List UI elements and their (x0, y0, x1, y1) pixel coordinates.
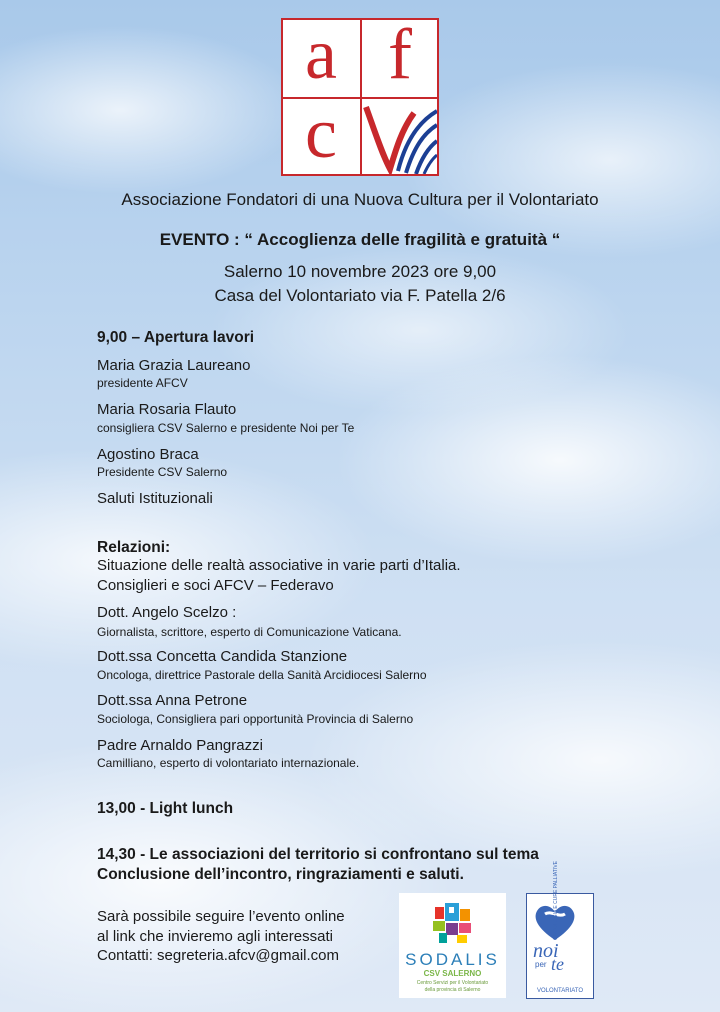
logo-letter-a: a (305, 14, 337, 94)
afternoon-heading: 14,30 - Le associazioni del territorio si confrontano sul tema (97, 846, 539, 863)
speaker-role: Giornalista, scrittore, esperto di Comunicazione Vaticana. (97, 625, 402, 639)
reports-heading: Relazioni: (97, 539, 171, 556)
afternoon-conclusion: Conclusione dell’incontro, ringraziamenti e saluti. (97, 866, 464, 883)
speaker-name: Dott.ssa Concetta Candida Stanzione (97, 648, 348, 665)
speaker-role: Oncologa, direttrice Pastorale della Sanità Arcidiocesi Salerno (97, 668, 427, 682)
lunch-heading: 13,00 - Light lunch (97, 800, 234, 817)
noi-per-te-logo (526, 860, 594, 999)
speaker-name: Dott. Angelo Scelzo : (97, 604, 237, 621)
logo-letter-f: f (388, 14, 412, 94)
speaker-name: Maria Rosaria Flauto (97, 401, 237, 418)
sodalis-caption: della provincia di Salerno (424, 987, 481, 993)
afcv-logo (281, 14, 439, 176)
speaker-role: consigliera CSV Salerno e presidente Noi per Te (97, 421, 355, 435)
speaker-name: Maria Grazia Laureano (97, 357, 251, 374)
speaker-role: Presidente CSV Salerno (97, 465, 228, 479)
event-title: EVENTO : “ Accoglienza delle fragilità e gratuità “ (159, 230, 561, 249)
per-mark: per (535, 960, 547, 969)
contacts-email: Contatti: segreteria.afcv@gmail.com (97, 947, 339, 964)
sodalis-caption: Centro Servizi per il Volontariato (416, 980, 489, 986)
speaker-name: Agostino Braca (97, 446, 199, 463)
logo-letter-c: c (305, 93, 337, 173)
reports-intro: Consiglieri e soci AFCV – Federavo (97, 577, 334, 594)
institutional-greetings: Saluti Istituzionali (97, 490, 213, 507)
event-place: Casa del Volontariato via F. Patella 2/6 (214, 286, 506, 305)
noi-bottom-text: VOLONTARIATO (536, 988, 583, 994)
reports-intro: Situazione delle realtà associative in varie parti d’Italia. (97, 557, 461, 574)
association-name: Associazione Fondatori di una Nuova Cultura per il Volontariato (121, 190, 599, 209)
opening-heading: 9,00 – Apertura lavori (97, 329, 255, 346)
sodalis-sub: CSV SALERNO (423, 969, 482, 978)
speaker-name: Dott.ssa Anna Petrone (97, 692, 248, 709)
speaker-role: Sociologa, Consigliera pari opportunità Provincia di Salerno (97, 712, 414, 726)
online-info: Sarà possibile seguire l’evento online (97, 908, 345, 925)
sodalis-logo (399, 893, 506, 998)
noi-vertical-text: ONCOLOGIA E CURE PALLIATIVE (553, 860, 559, 940)
noi-mark: noi (533, 940, 559, 962)
online-info: al link che invieremo agli interessati (97, 928, 333, 945)
speaker-role: Camilliano, esperto di volontariato internazionale. (97, 756, 360, 770)
sodalis-name: SODALIS (405, 950, 500, 969)
te-mark: te (551, 954, 564, 974)
speaker-role: presidente AFCV (97, 376, 188, 390)
house-icon (429, 899, 475, 947)
logo-v-swoosh-icon (362, 99, 437, 174)
speaker-name: Padre Arnaldo Pangrazzi (97, 737, 263, 754)
event-date: Salerno 10 novembre 2023 ore 9,00 (223, 262, 497, 281)
